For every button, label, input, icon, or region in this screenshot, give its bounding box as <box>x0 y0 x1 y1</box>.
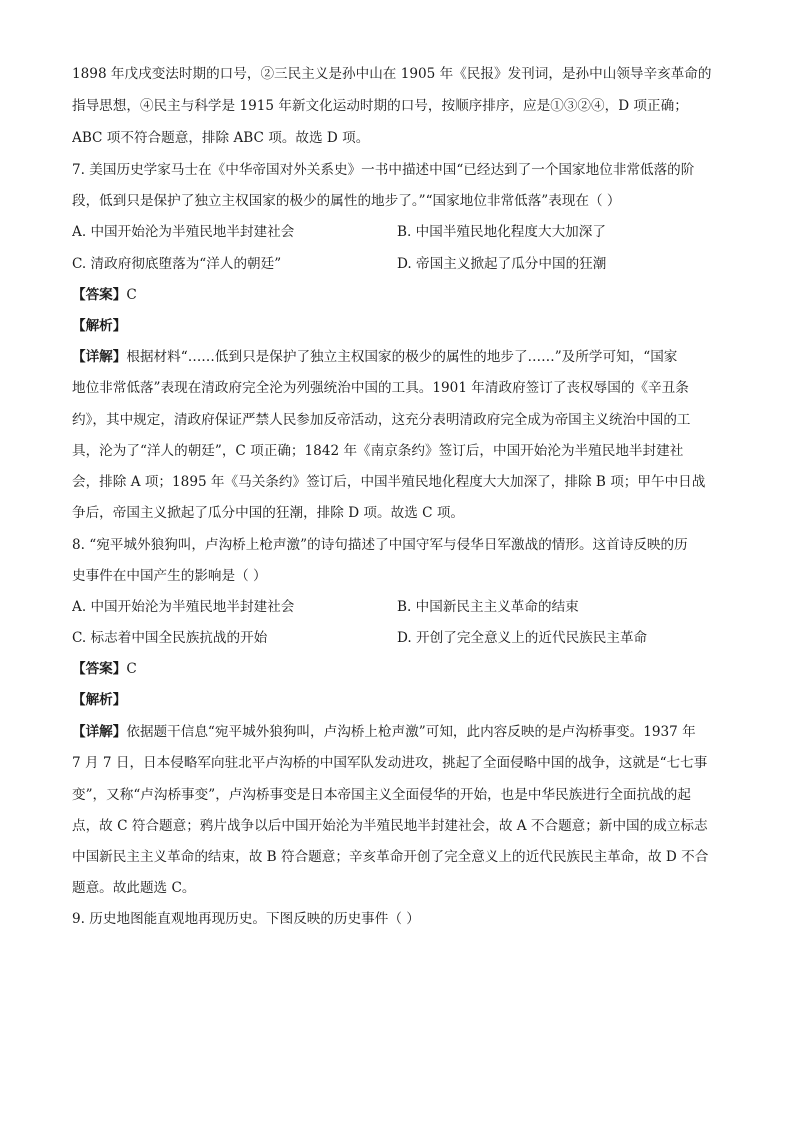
q7-stem-line-1: 7. 美国历史学家马士在《中华帝国对外关系史》一书中描述中国“已经达到了一个国家地位非常低落的阶 <box>72 162 695 178</box>
q7-analysis-tag <box>72 316 732 336</box>
q8-option-d: D. 开创了完全意义上的近代民族民主革命 <box>397 630 648 646</box>
q7-option-a: A. 中国开始沦为半殖民地半封建社会 <box>72 224 295 240</box>
q8-analysis-tag <box>72 690 732 710</box>
q8-detail-tag: 【详解】 <box>72 724 127 740</box>
q8-detail-line-2: 7 月 7 日，日本侵略军向驻北平卢沟桥的中国军队发动进攻，挑起了全面侵略中国的战争，这就是“七七事 <box>72 755 708 771</box>
q7-answer: C <box>126 287 137 303</box>
q7-detail-line-3: 约》，其中规定，清政府保证严禁人民参加反帝活动，这充分表明清政府完全成为帝国主义统治中国的工 <box>72 412 691 428</box>
q8-answer: C <box>126 661 137 677</box>
q8-answer-line <box>72 659 732 679</box>
q8-stem-line-2: 史事件在中国产生的影响是（ ） <box>72 568 267 584</box>
q8-detail-line-4: 点，故 C 符合题意；鸦片战争以后中国开始沦为半殖民地半封建社会，故 A 不合题意；新中国的成立标志 <box>72 818 708 834</box>
q8-detail-line-1 <box>72 722 732 742</box>
q8-option-a: A. 中国开始沦为半殖民地半封建社会 <box>72 599 295 615</box>
q8-answer-tag: 【答案】 <box>72 661 127 677</box>
q7-detail-text-1: 根据材料“……低到只是保护了独立主权国家的极少的属性的地步了……”及所学可知，“国家 <box>126 349 678 365</box>
q8-stem-line-1: 8. “宛平城外狼狗叫，卢沟桥上枪声激”的诗句描述了中国守军与侵华日军激战的情形。这首诗反映的历 <box>72 537 688 553</box>
q7-answer-tag: 【答案】 <box>72 287 127 303</box>
q7-analysis-label: 【解析】 <box>72 318 127 334</box>
q8-detail-line-3: 变”，又称“卢沟桥事变”，卢沟桥事变是日本帝国主义全面侵华的开始，也是中华民族进行全面抗战的起 <box>72 787 691 803</box>
q7-detail-line-5: 会，排除 A 项；1895 年《马关条约》签订后，中国半殖民地化程度大大加深了，排除 B 项；甲午中日战 <box>72 474 706 490</box>
q7-option-c: C. 清政府彻底堕落为“洋人的朝廷” <box>72 256 282 272</box>
q8-analysis-label: 【解析】 <box>72 692 127 708</box>
q7-detail-line-6: 争后，帝国主义掀起了瓜分中国的狂潮，排除 D 项。故选 C 项。 <box>72 505 465 521</box>
q8-detail-text-1: 依据题干信息“宛平城外狼狗叫，卢沟桥上枪声激”可知，此内容反映的是卢沟桥事变。1937 年 <box>126 724 696 740</box>
q9-stem-line-1: 9. 历史地图能直观地再现历史。下图反映的历史事件（ ） <box>72 911 420 927</box>
q7-stem-line-2: 段，低到只是保护了独立主权国家的极少的属性的地步了。”“国家地位非常低落”表现在（ ） <box>72 193 621 209</box>
prev-explanation-line-3: ABC 项不符合题意，排除 ABC 项。故选 D 项。 <box>72 130 370 146</box>
q8-detail-line-6: 题意。故此题选 C。 <box>72 880 196 896</box>
q8-option-b: B. 中国新民主主义革命的结束 <box>397 599 579 615</box>
q7-detail-line-1 <box>72 347 732 367</box>
q7-option-d: D. 帝国主义掀起了瓜分中国的狂潮 <box>397 256 607 272</box>
prev-explanation-line-2: 指导思想，④民主与科学是 1915 年新文化运动时期的口号，按顺序排序，应是①③②④，D 项正确； <box>72 98 688 114</box>
q7-detail-tag: 【详解】 <box>72 349 127 365</box>
q8-option-c: C. 标志着中国全民族抗战的开始 <box>72 630 268 646</box>
q7-option-b: B. 中国半殖民地化程度大大加深了 <box>397 224 606 240</box>
q7-answer-line <box>72 285 732 305</box>
prev-explanation-line-1: 1898 年戊戌变法时期的口号，②三民主义是孙中山在 1905 年《民报》发刊词，是孙中山领导辛亥革命的 <box>72 66 712 82</box>
q7-detail-line-2: 地位非常低落”表现在清政府完全沦为列强统治中国的工具。1901 年清政府签订了丧权辱国的《辛丑条 <box>72 380 689 396</box>
q8-detail-line-5: 中国新民主主义革命的结束，故 B 符合题意；辛亥革命开创了完全意义上的近代民族民主革命，故 D 不合 <box>72 849 709 865</box>
q7-detail-line-4: 具，沦为了“洋人的朝廷”，C 项正确；1842 年《南京条约》签订后，中国开始沦为半殖民地半封建社 <box>72 443 684 459</box>
